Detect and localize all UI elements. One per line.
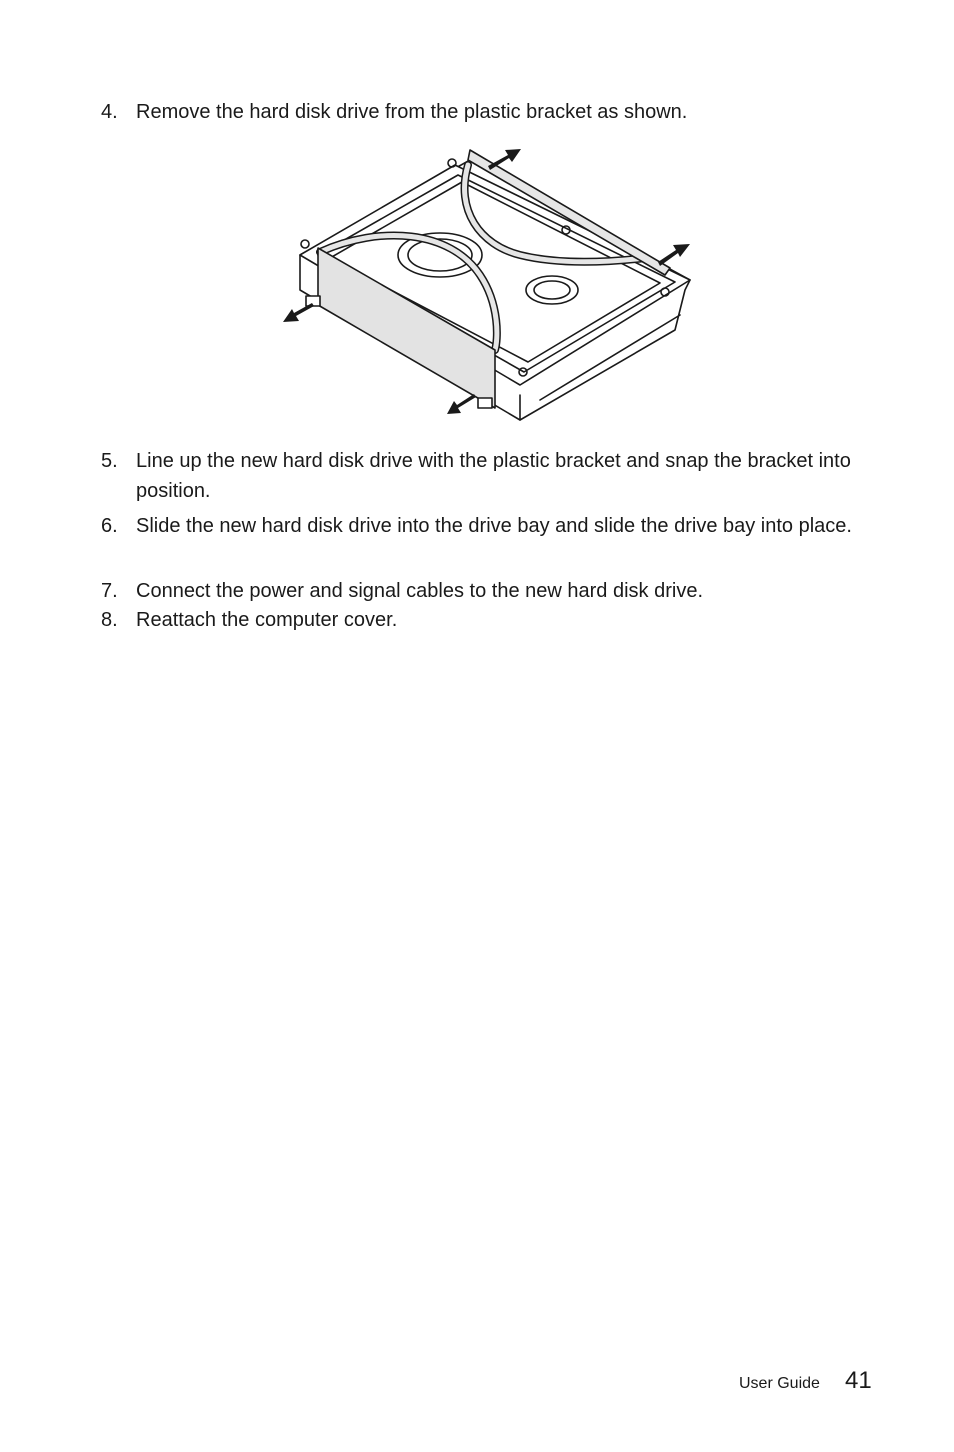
step-text: Connect the power and signal cables to the new hard disk drive. xyxy=(136,580,704,602)
step-number: 5. xyxy=(101,450,118,472)
footer-label: User Guide xyxy=(739,1375,820,1392)
step-number: 4. xyxy=(101,101,118,123)
step-number: 7. xyxy=(101,580,118,602)
step-text: Reattach the computer cover. xyxy=(136,609,398,631)
step-text: Line up the new hard disk drive with the plastic bracket and snap the bracket into position. xyxy=(136,450,851,502)
hard-disk-bracket-illustration xyxy=(270,140,700,430)
step-text: Slide the new hard disk drive into the drive bay and slide the drive bay into place. xyxy=(136,515,852,537)
page-number: 41 xyxy=(845,1367,872,1394)
step-number: 8. xyxy=(101,609,118,631)
step-number: 6. xyxy=(101,515,118,537)
step-text: Remove the hard disk drive from the plastic bracket as shown. xyxy=(136,101,688,123)
